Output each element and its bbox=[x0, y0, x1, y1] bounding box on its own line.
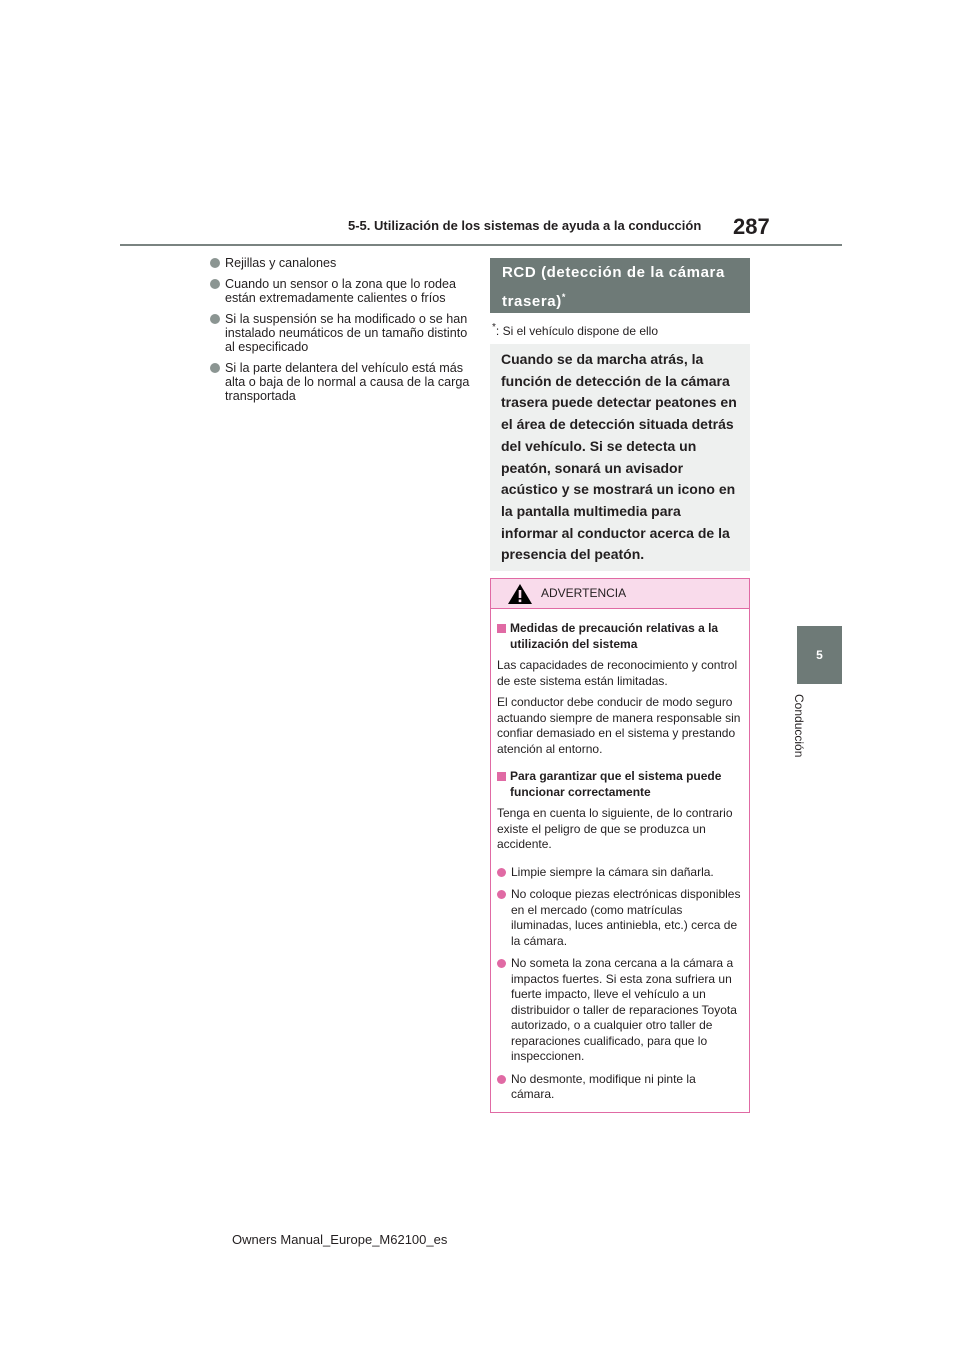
warning-heading-text: Medidas de precaución relativas a la utilización del sistema bbox=[510, 621, 719, 651]
list-item-text: Si la parte delantera del vehículo está más alta o baja de lo normal a causa de la carga transportada bbox=[225, 361, 470, 403]
bullet-dot-icon bbox=[210, 314, 220, 324]
warning-paragraph: Tenga en cuenta lo siguiente, de lo contrario existe el peligro de que se produzca un accidente. bbox=[497, 806, 733, 851]
bullet-dot-icon bbox=[210, 279, 220, 289]
bullet-dot-icon bbox=[497, 1075, 506, 1084]
bullet-dot-icon bbox=[497, 959, 506, 968]
header-divider bbox=[120, 244, 842, 246]
square-bullet-icon bbox=[497, 772, 506, 781]
warning-paragraph: El conductor debe conducir de modo seguro actuando siempre de manera responsable sin confiar demasiado en el sistema y prestando atención al entorno. bbox=[497, 695, 741, 756]
footnote-text: : Si el vehículo dispone de ello bbox=[495, 324, 659, 338]
list-item bbox=[210, 277, 472, 305]
warning-list-item bbox=[497, 956, 741, 1065]
section-header-title: 5-5. Utilización de los sistemas de ayuda a la conducción bbox=[348, 218, 702, 233]
warning-title: ADVERTENCIA bbox=[541, 586, 627, 600]
list-item bbox=[210, 312, 472, 354]
footnote-mark: * bbox=[492, 322, 496, 333]
section-title-text: RCD (detección de la cámara trasera) bbox=[502, 264, 725, 310]
warning-list-item bbox=[497, 865, 741, 881]
bullet-dot-icon bbox=[210, 363, 220, 373]
warning-list-item bbox=[497, 887, 741, 949]
list-item-text: Cuando un sensor o la zona que lo rodea están extremadamente calientes o fríos bbox=[225, 277, 457, 305]
warning-heading bbox=[497, 621, 741, 652]
warning-heading-text: Para garantizar que el sistema puede funcionar correctamente bbox=[510, 769, 722, 799]
bullet-dot-icon bbox=[210, 258, 220, 268]
warning-list-item-text: No desmonte, modifique ni pinte la cámara. bbox=[511, 1071, 696, 1101]
list-item bbox=[210, 361, 472, 403]
warning-list-item-text: Limpie siempre la cámara sin dañarla. bbox=[511, 864, 714, 879]
intro-text: Cuando se da marcha atrás, la función de detección de la cámara trasera puede detectar peatones en el área de detección situada detrás del vehículo. Si se detecta un peatón, sonará un avisador acústico y se mostrará un icono en la pantalla multimedia para informar al conductor acerca de la presencia del peatón. bbox=[501, 351, 737, 563]
chapter-number: 5 bbox=[816, 648, 823, 662]
warning-list-item bbox=[497, 1072, 741, 1103]
square-bullet-icon bbox=[497, 624, 506, 633]
list-item bbox=[210, 256, 472, 270]
warning-paragraph: Las capacidades de reconocimiento y control de este sistema están limitadas. bbox=[497, 658, 738, 688]
section-title bbox=[490, 258, 750, 313]
warning-triangle-icon bbox=[507, 583, 533, 605]
footer-text: Owners Manual_Europe_M62100_es bbox=[232, 1232, 448, 1247]
bullet-dot-icon bbox=[497, 868, 506, 877]
intro-box bbox=[490, 344, 750, 571]
warning-list-item-text: No coloque piezas electrónicas disponibles en el mercado (como matrículas iluminadas, luces antiniebla, etc.) cerca de la cámara. bbox=[511, 887, 741, 948]
footnote bbox=[492, 322, 658, 338]
list-item-text: Si la suspensión se ha modificado o se han instalado neumáticos de un tamaño distinto al especificado bbox=[225, 312, 468, 354]
warning-body bbox=[491, 609, 749, 1103]
warning-box bbox=[490, 578, 750, 1113]
bullet-dot-icon bbox=[497, 890, 506, 899]
list-item-text: Rejillas y canalones bbox=[225, 256, 337, 270]
chapter-label: Conducción bbox=[792, 694, 806, 758]
left-column-list bbox=[210, 256, 472, 410]
warning-header bbox=[491, 579, 749, 609]
section-title-mark: * bbox=[561, 292, 566, 302]
warning-heading bbox=[497, 769, 741, 800]
page-number: 287 bbox=[733, 214, 770, 239]
warning-list-item-text: No someta la zona cercana a la cámara a impactos fuertes. Si esta zona sufriera un fuerte impacto, lleve el vehículo a un distribuidor o taller de reparaciones Toyota autorizado, o a cualquier otro taller de reparaciones cualificado, para que lo inspeccionen. bbox=[511, 956, 737, 1063]
chapter-tab[interactable] bbox=[797, 626, 842, 684]
